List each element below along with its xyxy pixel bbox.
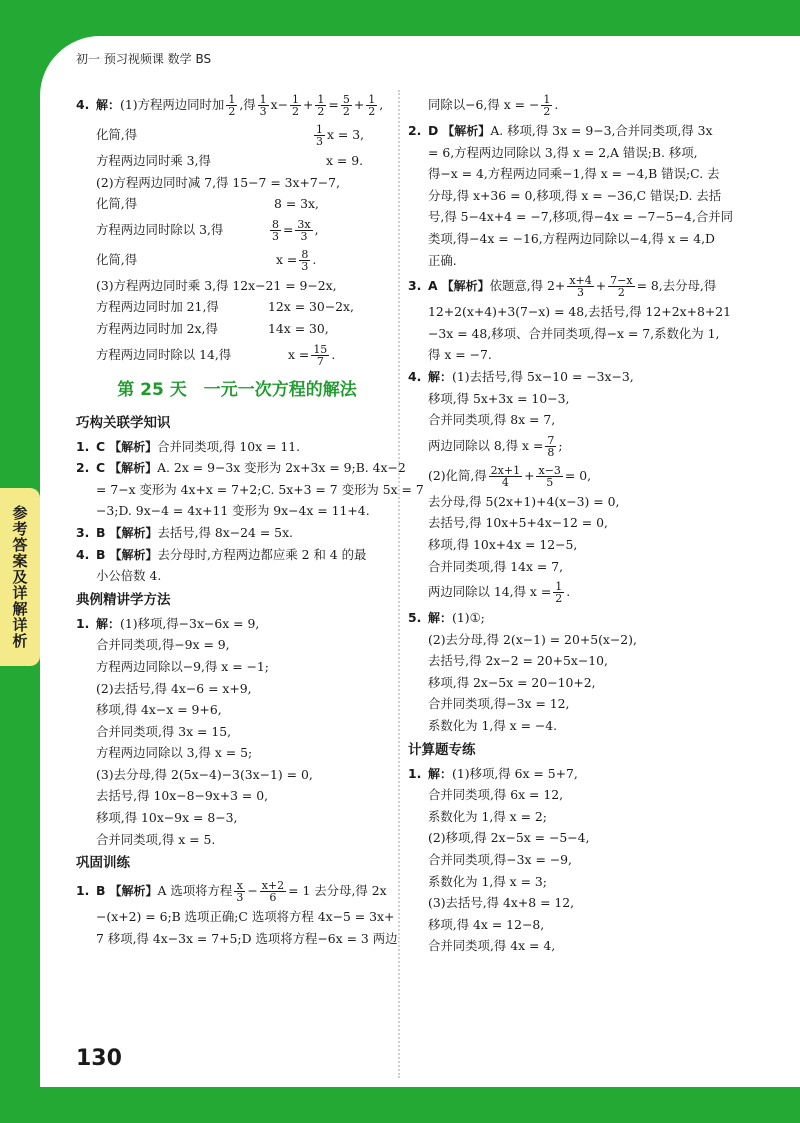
r-q4-line2: 移项,得 5x+3x = 10−3, [428, 390, 570, 406]
s2-q1-line: 方程两边同除以−9,得 x = −1; [96, 658, 269, 674]
s1-q2-line3: −3;D. 9x−4 = 4x+11 变形为 9x−4x = 11+4. [96, 503, 370, 519]
r-q2-line: 类项,得−4x = −16,方程两边同除以−4,得 x = 4,D [428, 230, 715, 246]
s1-q4-line1: 4. B 【解析】去分母时,方程两边都应乘 2 和 4 的最 [76, 546, 367, 562]
s1-q2-line2: = 7−x 变形为 4x+x = 7+2;C. 5x+3 = 7 变形为 5x = 7 [96, 481, 424, 497]
s2-q1-line: 合并同类项,得 x = 5. [96, 831, 216, 847]
page-number: 130 [76, 1046, 122, 1071]
s1-q1: 1. C 【解析】合并同类项,得 10x = 11. [76, 438, 301, 454]
s3-q1-line3: 7 移项,得 4x−3x = 7+5;D 选项将方程−6x = 3 两边 [96, 930, 398, 946]
section-heading-2: 典例精讲学方法 [76, 591, 171, 608]
fraction: $\frac{5}{2}$ [342, 93, 350, 118]
left-q4-line11: 方程两边同时除以 14,得 x = $\frac{15}{7}$ . [96, 342, 336, 368]
left-q4-line8: (3)方程两边同时乘 3,得 12x−21 = 9−2x, [96, 277, 337, 293]
day-title: 第 25 天 一元一次方程的解法 [117, 379, 357, 400]
s1-q3: 3. B 【解析】去括号,得 8x−24 = 5x. [76, 524, 293, 540]
r-q2-line0: 2. D 【解析】A. 移项,得 3x = 9−3,合并同类项,得 3x [408, 123, 713, 138]
section-heading-4: 计算题专练 [408, 741, 476, 758]
left-q4-line2: 化简,得 $\frac{1}{3}$ x = 3, [96, 123, 365, 148]
fraction: $\frac{1}{3}$ [316, 123, 323, 148]
s2-q1-line: 移项,得 4x−x = 9+6, [96, 702, 222, 718]
s3-q1-line2: −(x+2) = 6;B 选项正确;C 选项将方程 4x−5 = 3x+ [96, 909, 395, 925]
fraction: $\frac{x-3}{5}$ [538, 463, 561, 489]
r-q5-line: 移项,得 2x−5x = 20−10+2, [428, 674, 596, 690]
page-sheet [40, 36, 800, 1087]
s2-q1-line: (3)去分母,得 2(5x−4)−3(3x−1) = 0, [96, 766, 313, 782]
s1-q4-line2: 小公倍数 4. [96, 568, 162, 584]
fraction: $\frac{1}{2}$ [555, 580, 563, 606]
fraction: $\frac{1}{2}$ [292, 93, 300, 118]
s1-q2-line1: 2. C 【解析】A. 2x = 9−3x 变形为 2x+3x = 9;B. 4x−2 [76, 460, 406, 476]
s2-q1-line: 合并同类项,得 3x = 15, [96, 723, 232, 739]
left-q4-line7: 化简,得 x = $\frac{8}{3}$ . [96, 247, 317, 273]
r-q4-line8: 移项,得 10x+4x = 12−5, [428, 536, 578, 552]
fraction: $\frac{1}{3}$ [259, 93, 267, 118]
left-q4-line4: (2)方程两边同时减 7,得 15−7 = 3x+7−7, [96, 174, 341, 190]
left-q4-line9: 方程两边同时加 21,得 12x = 30−2x, [96, 299, 354, 315]
fraction: $\frac{8}{3}$ [272, 217, 279, 243]
fraction: $\frac{7}{8}$ [547, 433, 555, 459]
fraction: $\frac{2x+1}{4}$ [490, 463, 521, 489]
side-tab-label: 参考答案及详解详析 [10, 505, 29, 649]
r-q5-line0: 5. 解：(1)①; [408, 610, 485, 626]
r-q4-line10: 两边同除以 14,得 x = $\frac{1}{2}$ . [428, 580, 571, 606]
s2-q1-line: 合并同类项,得−9x = 9, [96, 637, 230, 653]
r-q5-line: 系数化为 1,得 x = −4. [428, 718, 558, 734]
r-q4-line1: 4. 解：(1)去括号,得 5x−10 = −3x−3, [408, 368, 634, 384]
fraction: $\frac{3x}{3}$ [297, 217, 311, 243]
r-q4-line3: 合并同类项,得 8x = 7, [428, 412, 556, 428]
r-q5-line: 去括号,得 2x−2 = 20+5x−10, [428, 653, 608, 669]
r-q3-line: −3x = 48,移项、合并同类项,得−x = 7,系数化为 1, [428, 325, 720, 341]
r-c1-line: 合并同类项,得 6x = 12, [428, 787, 564, 803]
fraction: $\frac{7-x}{2}$ [610, 274, 633, 300]
r-c1-line: (3)去括号,得 4x+8 = 12, [428, 895, 575, 911]
r-q2-line: = 6,方程两边同除以 3,得 x = 2,A 错误;B. 移项, [428, 144, 698, 160]
s2-q1-line0: 1. 解：(1)移项,得−3x−6x = 9, [76, 615, 260, 631]
side-tab [0, 488, 40, 666]
s2-q1-line: 方程两边同除以 3,得 x = 5; [96, 745, 253, 761]
r-q2-line: 分母,得 x+36 = 0,移项,得 x = −36,C 错误;D. 去括 [428, 187, 722, 203]
r-q3-line: 12+2(x+4)+3(7−x) = 48,去括号,得 12+2x+8+21 [428, 304, 731, 320]
r-c1-line: 合并同类项,得 4x = 4, [428, 938, 556, 954]
right-cont-line: 同除以−6,得 x = − $\frac{1}{2}$ . [428, 93, 559, 118]
s2-q1-line: 去括号,得 10x−8−9x+3 = 0, [96, 788, 269, 804]
r-c1-line: 系数化为 1,得 x = 3; [428, 873, 547, 889]
s2-q1-line: 移项,得 10x−9x = 8−3, [96, 810, 238, 826]
section-heading-3: 巩固训练 [76, 855, 130, 872]
fraction: $\frac{1}{2}$ [228, 93, 236, 118]
left-q4-line6: 方程两边同时除以 3,得 $\frac{8}{3}$ = $\frac{3x}{3}$ , [96, 217, 319, 243]
left-q4-line5: 化简,得 8 = 3x, [96, 196, 319, 212]
r-q2-line: 正确. [428, 252, 457, 268]
r-q5-line: 合并同类项,得−3x = 12, [428, 696, 570, 712]
r-q4-line7: 去括号,得 10x+5+4x−12 = 0, [428, 515, 608, 531]
r-q4-line9: 合并同类项,得 14x = 7, [428, 558, 564, 574]
section-heading-1: 巧构关联学知识 [76, 414, 171, 431]
r-c1-line: 系数化为 1,得 x = 2; [428, 808, 547, 824]
column-divider [398, 90, 400, 1078]
r-q4-line6: 去分母,得 5(2x+1)+4(x−3) = 0, [428, 493, 620, 509]
r-q3-line: 得 x = −7. [428, 347, 492, 363]
fraction: $\frac{1}{2}$ [317, 93, 325, 118]
s2-q1-line: (2)去括号,得 4x−6 = x+9, [96, 680, 252, 696]
r-q4-line5: (2)化简,得 $\frac{2x+1}{4}$ + $\frac{x-3}{5}$ = 0, [428, 463, 592, 489]
fraction: $\frac{1}{2}$ [368, 93, 376, 118]
left-column [76, 90, 424, 949]
page-header: 初一 预习视频课 数学 BS [76, 52, 212, 66]
r-c1-line0: 1. 解：(1)移项,得 6x = 5+7, [408, 765, 578, 781]
right-column [408, 90, 764, 957]
s3-q1-line1: 1. B 【解析】A 选项将方程 $\frac{x}{3}$ − $\frac{x+2}{6}$ = 1 去分母,得 2x [76, 879, 387, 905]
r-c1-line: (2)移项,得 2x−5x = −5−4, [428, 830, 590, 846]
fraction: $\frac{1}{2}$ [543, 93, 551, 118]
fraction: $\frac{x}{3}$ [236, 879, 244, 905]
r-q4-line4: 两边同除以 8,得 x = $\frac{7}{8}$ ; [428, 433, 563, 459]
fraction: $\frac{x+4}{3}$ [569, 274, 592, 300]
fraction: $\frac{x+2}{6}$ [261, 879, 285, 905]
r-q2-line: 号,得 5−4x+4 = −7,移项,得−4x = −7−5−4,合并同 [428, 209, 734, 225]
left-q4-line3: 方程两边同时乘 3,得 x = 9. [96, 153, 364, 168]
r-q3-line0: 3. A 【解析】依题意,得 2+ $\frac{x+4}{3}$ + $\frac{7-x}{2}$ = 8,去分母,得 [408, 274, 717, 300]
r-q5-line: (2)去分母,得 2(x−1) = 20+5(x−2), [428, 631, 637, 647]
left-q4-line1: 4. 解：(1)方程两边同时加 $\frac{1}{2}$ ,得 $\frac{1}{3}$ x− $\frac{1}{2}$ + $\frac{1}{2}$ = $\frac{5}{2}$ + $\frac{1}{2}$ , [76, 93, 384, 118]
r-c1-line: 移项,得 4x = 12−8, [428, 916, 545, 932]
r-c1-line: 合并同类项,得−3x = −9, [428, 852, 572, 868]
fraction: $\frac{8}{3}$ [301, 247, 309, 273]
left-q4-line10: 方程两边同时加 2x,得 14x = 30, [96, 320, 329, 336]
fraction: $\frac{15}{7}$ [313, 342, 328, 368]
r-q2-line: 得−x = 4,方程两边同乘−1,得 x = −4,B 错误;C. 去 [428, 166, 720, 182]
